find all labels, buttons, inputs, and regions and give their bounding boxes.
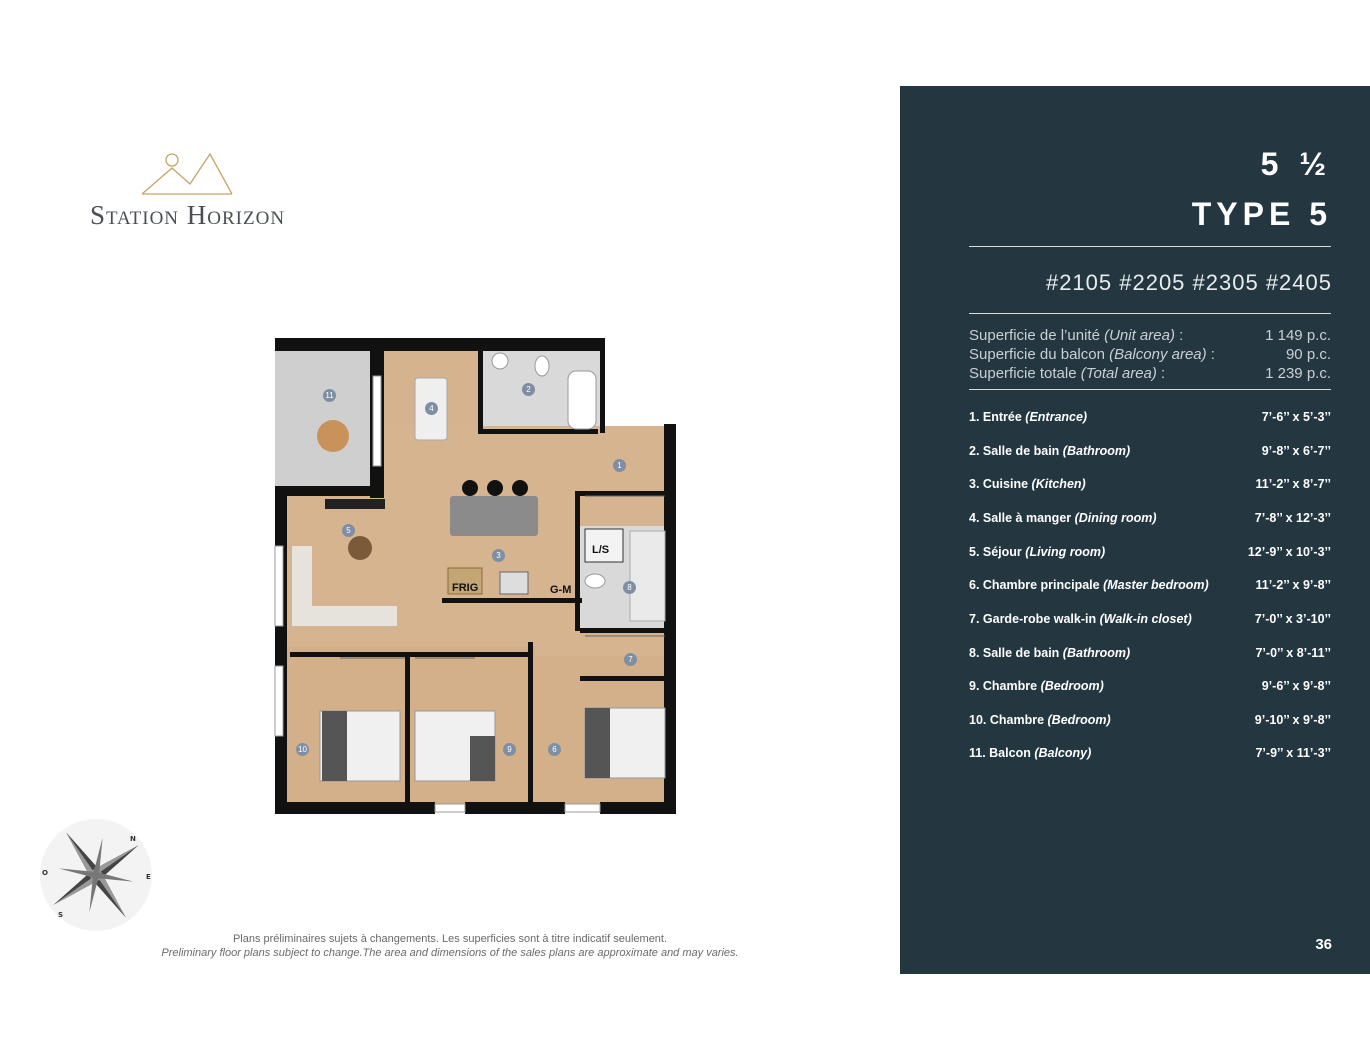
divider (969, 246, 1331, 247)
room-row: 2. Salle de bain (Bathroom) 9’-8’’ x 6’-7’’ (969, 444, 1331, 458)
room-row: 10. Chambre (Bedroom) 9’-10’’ x 9’-8’’ (969, 713, 1331, 727)
compass-rose-icon (36, 815, 156, 935)
room-marker-5: 5 (342, 524, 355, 537)
svg-text:N: N (130, 835, 136, 843)
unit-type-title: TYPE 5 (1191, 196, 1332, 232)
laundry-label: L/S (592, 544, 610, 556)
divider (969, 389, 1331, 390)
unit-info-panel (900, 86, 1370, 974)
svg-text:O: O (42, 869, 48, 877)
divider (969, 313, 1331, 314)
room-marker-4: 4 (425, 402, 438, 415)
svg-text:S: S (58, 911, 64, 919)
area-row-balcony: Superficie du balcon (Balcony area) : 90 p.c. (969, 346, 1331, 363)
room-marker-7: 7 (624, 653, 637, 666)
room-marker-8: 8 (623, 581, 636, 594)
room-marker-9: 9 (503, 743, 516, 756)
room-row: 8. Salle de bain (Bathroom) 7’-0’’ x 8’-11’’ (969, 646, 1331, 660)
unit-size-title: 5 ½ (1260, 146, 1332, 182)
room-marker-11: 11 (323, 389, 336, 402)
room-row: 5. Séjour (Living room) 12’-9’’ x 10’-3’’ (969, 545, 1331, 559)
room-row: 1. Entrée (Entrance) 7’-6’’ x 5’-3’’ (969, 410, 1331, 424)
area-row-unit: Superficie de l’unité (Unit area) : 1 149 p.c. (969, 327, 1331, 344)
unit-numbers: #2105 #2205 #2305 #2405 (1045, 270, 1332, 295)
room-row: 9. Chambre (Bedroom) 9’-6’’ x 9’-8’’ (969, 679, 1331, 693)
disclaimer-en: Preliminary floor plans subject to change.The area and dimensions of the sales plans are approximate and may varies. (161, 947, 739, 959)
room-row: 7. Garde-robe walk-in (Walk-in closet) 7’-0’’ x 3’-10’’ (969, 612, 1331, 626)
room-marker-3: 3 (492, 549, 505, 562)
room-marker-1: 1 (613, 459, 626, 472)
floor-plan (270, 336, 680, 824)
washer-dryer-label: G-M (550, 584, 572, 596)
disclaimer-fr: Plans préliminaires sujets à changements. Les superficies sont à titre indicatif seulement. (232, 933, 668, 945)
room-row: 4. Salle à manger (Dining room) 7’-8’’ x 12’-3’’ (969, 511, 1331, 525)
room-row: 3. Cuisine (Kitchen) 11’-2’’ x 8’-7’’ (969, 477, 1331, 491)
floor-plan-drawing (270, 336, 680, 824)
room-marker-2: 2 (522, 383, 535, 396)
area-row-total: Superficie totale (Total area) : 1 239 p.c. (969, 365, 1331, 382)
fridge-label: FRIG (452, 582, 479, 594)
brand-logo (50, 150, 325, 235)
page-number: 36 (1315, 936, 1332, 953)
mountain-logo-icon (140, 150, 235, 195)
svg-text:E: E (146, 873, 151, 881)
room-marker-10: 10 (296, 743, 309, 756)
room-row: 6. Chambre principale (Master bedroom) 11’-2’’ x 9’-8’’ (969, 578, 1331, 592)
room-marker-6: 6 (548, 743, 561, 756)
brand-name: Station Horizon (89, 200, 286, 230)
room-row: 11. Balcon (Balcony) 7’-9’’ x 11’-3’’ (969, 746, 1331, 760)
disclaimer (100, 932, 800, 960)
